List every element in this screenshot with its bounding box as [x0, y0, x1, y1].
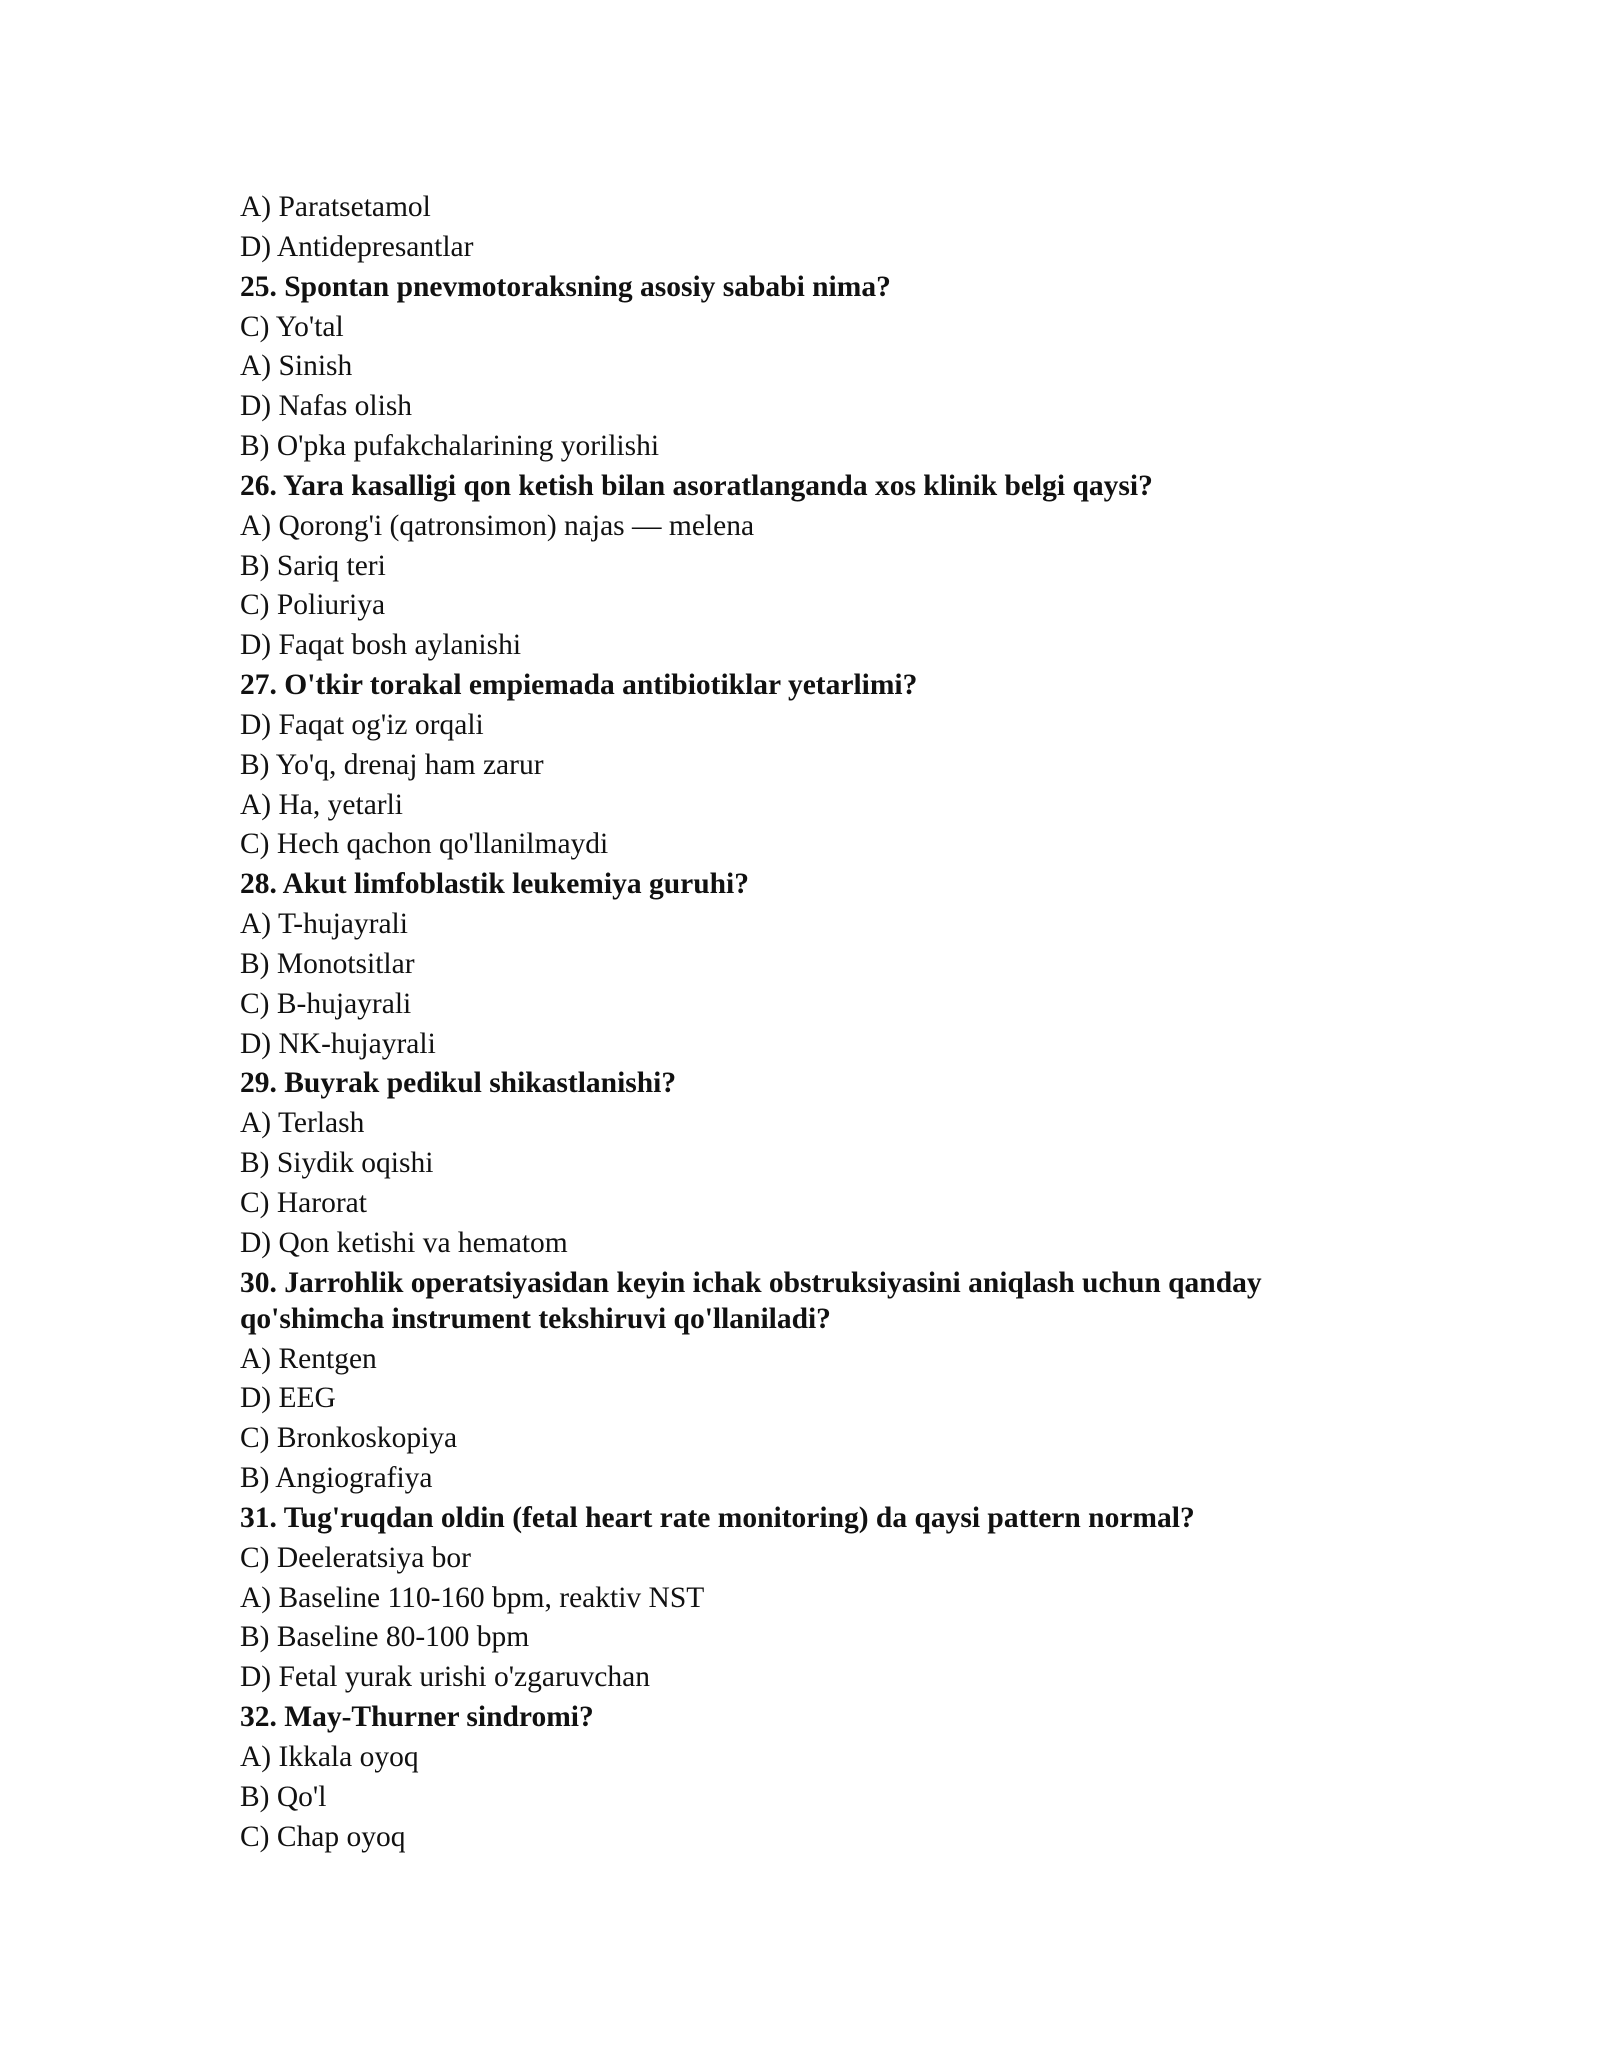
option-line: B) Monotsitlar [240, 947, 415, 980]
option-line: D) Qon ketishi va hematom [240, 1226, 568, 1259]
option-line: D) Antidepresantlar [240, 230, 474, 263]
question-heading: 25. Spontan pnevmotoraksning asosiy sababi nima? [240, 270, 891, 303]
option-line: C) B-hujayrali [240, 987, 412, 1020]
option-line: C) Deeleratsiya bor [240, 1541, 471, 1574]
option-line: D) Faqat bosh aylanishi [240, 629, 522, 662]
option-line: C) Hech qachon qo'llanilmaydi [240, 828, 609, 861]
option-line: B) Angiografiya [240, 1461, 433, 1494]
option-line: C) Poliuriya [240, 589, 386, 622]
question-heading: 28. Akut limfoblastik leukemiya guruhi? [240, 868, 749, 901]
option-line: A) Terlash [240, 1107, 365, 1140]
option-line: B) Sariq teri [240, 549, 386, 582]
option-line: B) O'pka pufakchalarining yorilishi [240, 429, 660, 462]
option-line: A) Sinish [240, 350, 353, 383]
question-heading: 26. Yara kasalligi qon ketish bilan asoratlanganda xos klinik belgi qaysi? [240, 469, 1153, 502]
option-line: D) NK-hujayrali [240, 1027, 436, 1060]
question-heading: 32. May-Thurner sindromi? [240, 1700, 594, 1733]
option-line: B) Qo'l [240, 1780, 327, 1813]
option-line: A) Paratsetamol [240, 191, 431, 223]
question-heading: 29. Buyrak pedikul shikastlanishi? [240, 1067, 677, 1100]
option-line: C) Chap oyoq [240, 1820, 406, 1853]
option-line: B) Siydik oqishi [240, 1147, 434, 1180]
option-line: A) Ha, yetarli [240, 788, 403, 821]
option-line: A) T-hujayrali [240, 908, 408, 941]
option-line: D) Fetal yurak urishi o'zgaruvchan [240, 1661, 650, 1694]
option-line: C) Harorat [240, 1186, 367, 1219]
question-heading: 27. O'tkir torakal empiemada antibiotiklar yetarlimi? [240, 668, 918, 701]
option-line: B) Baseline 80-100 bpm [240, 1621, 530, 1654]
option-line: A) Qorong'i (qatronsimon) najas — melena [240, 509, 755, 542]
option-line: D) EEG [240, 1382, 336, 1415]
option-line: C) Yo'tal [240, 310, 344, 343]
option-line: A) Rentgen [240, 1342, 377, 1375]
option-line: A) Ikkala oyoq [240, 1740, 419, 1773]
option-line: C) Bronkoskopiya [240, 1422, 458, 1455]
option-line: B) Yo'q, drenaj ham zarur [240, 748, 544, 781]
question-heading: 31. Tug'ruqdan oldin (fetal heart rate monitoring) da qaysi pattern normal? [240, 1501, 1195, 1534]
option-line: A) Baseline 110-160 bpm, reaktiv NST [240, 1581, 705, 1614]
question-heading: 30. Jarrohlik operatsiyasidan keyin ichak obstruksiyasini aniqlash uchun qanday qo'shimcha instrument tekshiruvi qo'llaniladi? [240, 1266, 1262, 1335]
option-line: D) Nafas olish [240, 390, 413, 423]
document-page [240, 188, 1400, 1857]
option-line: D) Faqat og'iz orqali [240, 708, 484, 741]
